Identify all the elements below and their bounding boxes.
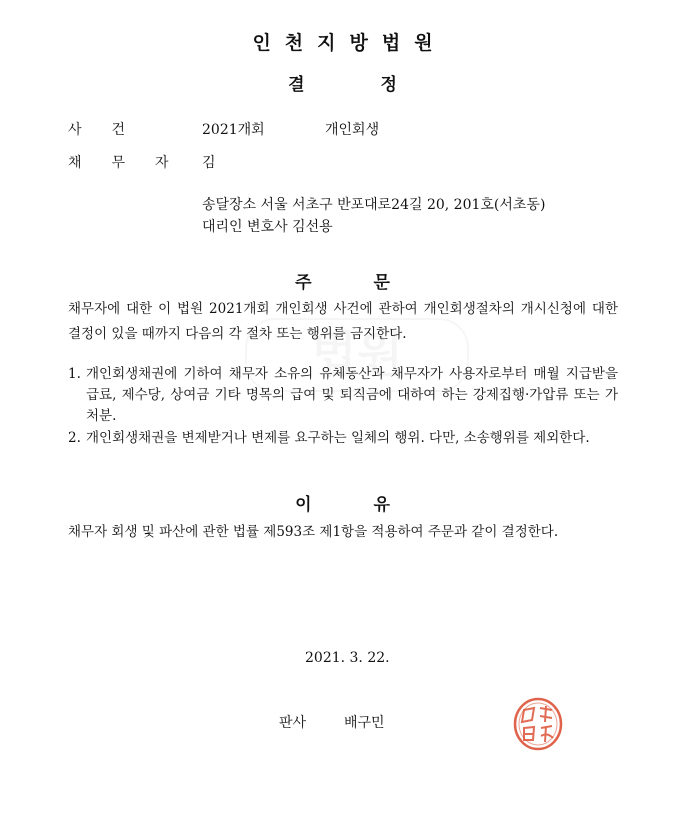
judge-name: 배구민 bbox=[344, 715, 385, 731]
order-item-number: 2. bbox=[68, 430, 81, 446]
reason-heading: 이 유 bbox=[295, 495, 390, 515]
court-name: 인천지방법원 bbox=[252, 32, 447, 54]
order-item-text: 개인회생채권에 기하여 채무자 소유의 유체동산과 채무자가 사용자로부터 매월 지급받을 급료, 제수당, 상여금 기타 명목의 급여 및 퇴직금에 대하여 하는 강제집행·가압류 또는 가처분. bbox=[86, 366, 618, 424]
decision-date: 2021. 3. 22. bbox=[305, 650, 390, 666]
service-address: 송달장소 서울 서초구 반포대로24길 20, 201호(서초동) bbox=[202, 197, 546, 213]
order-item-text: 개인회생채권을 변제받거나 변제를 요구하는 일체의 행위. 다만, 소송행위를 제외한다. bbox=[86, 430, 590, 446]
order-item-2 bbox=[68, 428, 618, 449]
debtor-label: 채무자 bbox=[68, 155, 199, 171]
order-item-number: 1. bbox=[68, 366, 81, 382]
case-label: 사건 bbox=[68, 122, 156, 138]
debtor-name: 김 bbox=[202, 155, 216, 171]
case-title: 개인회생 bbox=[325, 122, 380, 138]
reason-text: 채무자 회생 및 파산에 관한 법률 제593조 제1항을 적용하여 주문과 같이 결정한다. bbox=[68, 524, 559, 540]
judge-title: 판사 bbox=[279, 715, 307, 731]
representative: 대리인 변호사 김선용 bbox=[202, 219, 333, 235]
order-intro: 채무자에 대한 이 법원 2021개회 개인회생 사건에 관하여 개인회생절차의 개시신청에 대한 결정이 있을 때까지 다음의 각 절차 또는 행위를 금지한다. bbox=[68, 301, 618, 342]
case-number: 2021개회 bbox=[202, 122, 265, 138]
document-title: 결 정 bbox=[288, 75, 397, 95]
order-heading: 주 문 bbox=[295, 273, 390, 293]
order-item-1 bbox=[68, 364, 618, 427]
judge-seal-icon bbox=[512, 696, 564, 752]
